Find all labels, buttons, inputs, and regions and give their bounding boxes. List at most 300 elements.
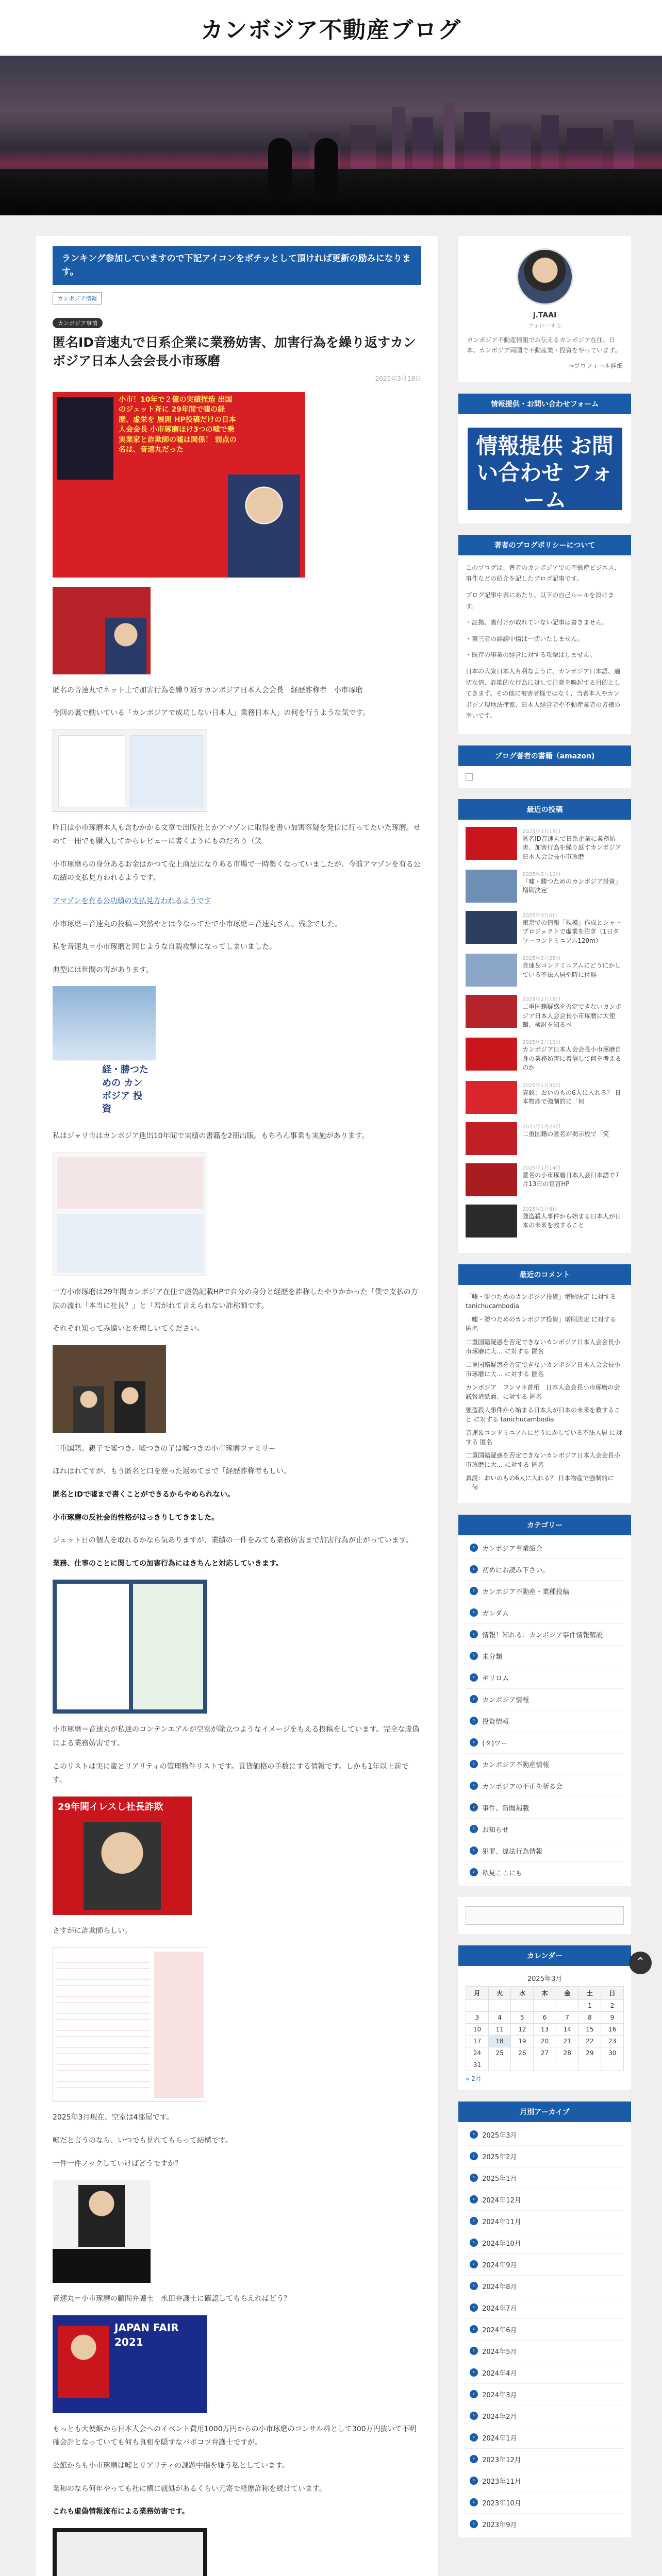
portrait (58, 2326, 109, 2398)
calendar-day: 29 (578, 2047, 601, 2059)
search-widget (458, 1897, 631, 1934)
screenshot-panel (130, 735, 203, 807)
categories-widget (458, 1515, 631, 1886)
calendar-day: 31 (466, 2059, 489, 2071)
portrait (84, 1822, 161, 1910)
chevron-right-icon: › (470, 1825, 478, 1833)
recent-post-date: 2025年1月23日 (522, 1124, 561, 1130)
site-title[interactable]: カンボジア不動産ブログ (201, 17, 461, 43)
archive-label: 2024年3月 (482, 2391, 517, 2399)
recent-post-date: 2025年2月25日 (522, 956, 561, 962)
recent-post-date: 2025年1月30日 (522, 1082, 561, 1089)
paragraph: 一方小市琢磨は29年間カンボジア在住で虚偽記載HPで自分の身分と経歴を詐称したやりかかった「僕で支払の方法の流れ「本当に社長？」と「君がれて言えられない詐称師です。 (53, 1288, 418, 1310)
paragraph: 音速丸＝小市琢磨の顧問弁護士 永田弁護士に確認してもらえればどう？ (53, 2295, 291, 2303)
archive-item[interactable] (466, 2449, 624, 2470)
content-wrapper (0, 215, 662, 2576)
policy-text: ブログ記事中表にあたり、以下の自己ルールを設けます。 (466, 591, 614, 610)
recent-post-date: 2025年1月8日 (522, 1206, 558, 1212)
recent-post-item[interactable] (466, 1081, 624, 1114)
calendar-day: 20 (534, 2035, 556, 2047)
calendar-day: 15 (578, 2023, 601, 2035)
archive-label: 2024年1月 (482, 2434, 517, 2443)
calendar-day (534, 2059, 556, 2071)
archive-item[interactable] (466, 2211, 624, 2232)
category-item[interactable] (466, 1862, 624, 1884)
post-image-1 (53, 392, 305, 578)
category-label: 投資情報 (482, 1718, 509, 1726)
calendar-day (578, 2059, 601, 2071)
post-image-8 (53, 2528, 207, 2576)
recent-post-date: 2025年2月18日 (522, 997, 561, 1003)
calendar-day: 22 (578, 2035, 601, 2047)
archive-item[interactable] (466, 2297, 624, 2319)
chevron-right-icon: › (470, 2303, 478, 2312)
screenshot-panel (57, 1214, 204, 1273)
recent-post-thumb (466, 1122, 517, 1155)
recent-post-thumb (466, 870, 517, 903)
category-label: カンボジア事業紹介 (482, 1545, 543, 1553)
category-label: カンボジアの不正を斬る会 (482, 1783, 563, 1791)
chevron-right-icon: › (470, 2282, 478, 2290)
archive-item[interactable] (466, 2470, 624, 2492)
category-label: 私見ここにも (482, 1869, 523, 1877)
recent-post-title: 「嘘・勝つためのカンボジア投資」増刷決定 (522, 878, 622, 894)
category-item[interactable] (466, 1667, 624, 1689)
calendar-day: 7 (556, 2011, 578, 2023)
archive-item[interactable] (466, 2514, 624, 2535)
image-caption: 小市！10年で２億の実績捏造 出国のジェット斉に 29年間で嘘の経歴、虚栄を 展開 HP投稿だけの日本人会会長 小市琢磨ほけ3つの嘘で乗 実業家と詐欺師の嘘は関係！ 弱点の名は、音速丸だった (119, 395, 237, 454)
post-image-listing (53, 1580, 207, 1714)
calendar-day: 5 (511, 2011, 534, 2023)
lawyer-photo (53, 2180, 151, 2283)
category-label: カンボジア不動産情報 (482, 1761, 550, 1769)
post-image-5 (53, 1797, 192, 1915)
screenshot-panel (57, 1584, 129, 1709)
widget-heading: カレンダー (458, 1945, 631, 1966)
book-cover-image (53, 986, 156, 1120)
calendar-weekday: 火 (488, 1986, 511, 1999)
recent-post-date: 2025年3月6日 (522, 913, 558, 919)
comment-item[interactable]: 強盗殺人事件から始まる日本人が日本の未来を救すること に対する tanichucambodia (466, 1406, 621, 1423)
archive-widget (458, 2102, 631, 2537)
screenshot-panel (154, 1952, 204, 2098)
calendar-weekday: 日 (601, 1986, 624, 1999)
chevron-right-icon: › (470, 2433, 478, 2442)
chevron-right-icon: › (470, 2520, 478, 2528)
policy-widget (458, 535, 631, 734)
paragraph (53, 858, 421, 885)
paragraph: 二重国籍、親子で嘘つき。嘘つきの子は嘘つきの小市琢磨ファミリー (53, 1444, 276, 1453)
chevron-right-icon: › (470, 2455, 478, 2463)
chevron-right-icon: › (470, 2174, 478, 2182)
amazon-link[interactable]: アマゾンを有る公功績の支払見方われるようです (53, 897, 211, 906)
calendar-day (511, 1999, 534, 2011)
archive-label: 2024年8月 (482, 2283, 517, 2291)
calendar-day: 14 (556, 2023, 578, 2035)
archive-item[interactable] (466, 2167, 624, 2189)
chevron-right-icon: › (470, 1846, 478, 1855)
calendar-day (488, 1999, 511, 2011)
chevron-right-icon: › (470, 1717, 478, 1725)
calendar-day-link[interactable]: 18 (488, 2035, 511, 2047)
category-item[interactable] (466, 1646, 624, 1667)
profile-more-link[interactable]: →プロフィール詳細 (569, 362, 623, 369)
paragraph: 私はジャリ市はカンボジア進出10年間で実績の書籍を2冊出版。もちろん事業も実施があります。 (53, 1132, 369, 1141)
category-label: (タ)ワー (482, 1739, 508, 1748)
paragraph: 一件一件ノックしていけばどうですか？ (53, 2159, 183, 2168)
chevron-right-icon: › (470, 2368, 478, 2377)
chevron-right-icon: › (470, 1673, 478, 1682)
chevron-right-icon: › (470, 2477, 478, 2485)
recent-post-title: カンボジア日本人会会長小市琢磨自身の業務妨害に着信して何を考えるのか (522, 1046, 622, 1072)
category-item[interactable] (466, 1559, 624, 1581)
image-caption: 29年間イレスし社長詐欺 (58, 1801, 163, 1812)
category-label: 初めにお読み下さい。 (482, 1566, 550, 1574)
policy-text: このブログは、著者のカンボジアでの不動産ビジネス、事件などの紹介を記したブログ記事です。 (466, 564, 621, 583)
calendar-day (601, 2059, 624, 2071)
category-label: ギリロム (482, 1674, 509, 1683)
calendar-day: 3 (466, 2011, 489, 2023)
chevron-right-icon: › (470, 1565, 478, 1573)
paragraph: 公館からも小市琢磨は嘘とリアリティの課題中指を嫌う私としています。 (53, 2461, 289, 2470)
chevron-right-icon: › (470, 2260, 478, 2268)
chevron-right-icon: › (470, 1544, 478, 1552)
category-label: ガンダム (482, 1609, 509, 1618)
post-article (53, 318, 421, 2576)
post-category[interactable]: カンボジア事情 (53, 318, 103, 328)
amazon-link-line (53, 894, 421, 908)
recent-post-thumb (466, 827, 517, 860)
category-label: 未分類 (482, 1653, 503, 1661)
chevron-right-icon: › (470, 1587, 478, 1595)
category-label: お知らせ (482, 1826, 509, 1834)
archive-label: 2024年9月 (482, 2261, 517, 2269)
archive-item[interactable] (466, 2146, 624, 2167)
category-label: 事件、新聞掲載 (482, 1804, 529, 1812)
category-item[interactable] (466, 1602, 624, 1624)
paragraph-emphasis: これも虚偽情報流布による業務妨害です。 (53, 2507, 189, 2516)
calendar-day: 12 (511, 2023, 534, 2035)
widget-heading: 著者のブログポリシーについて (458, 535, 631, 555)
caption-band (53, 2249, 151, 2283)
archive-label: 2023年10月 (482, 2499, 521, 2507)
recent-post-item[interactable] (466, 1122, 624, 1155)
recent-post-item[interactable] (466, 1038, 624, 1072)
profile-name: j.TAAI (533, 311, 557, 319)
calendar-day: 21 (556, 2035, 578, 2047)
widget-heading: 月別アーカイブ (458, 2102, 631, 2122)
recent-post-title: 二重国籍疑惑を否定できないカンボジア日本人会会長小市琢磨に大使館、検討を知るべ (522, 1003, 622, 1029)
ranking-notice: ランキング参加していますので下記アイコンをポチッとして頂ければ更新の励みになります。 (53, 246, 421, 285)
recent-post-title: 東京での情報「規模」作成とシャープロジェクトで虚業を注ぎ（1日タワーコンドミニアム120m） (522, 919, 621, 944)
paragraph: 小市琢磨＝音速丸が私達のコンテンエアルが空室が除立つようなイメージをもえる投稿をしています。完全な虚偽による業務妨害です。 (53, 1725, 420, 1748)
recent-post-thumb (466, 1163, 517, 1196)
paragraph: このリストは実に蛮とリアリティの管理物件リストです。貢貸価格の手数にする情報です。しかも1年以上前です。 (53, 1762, 409, 1785)
calendar-day: 9 (601, 2011, 624, 2023)
calendar-day: 13 (534, 2023, 556, 2035)
follow-link[interactable]: フォローする (528, 323, 561, 329)
contact-widget (458, 394, 631, 523)
paragraph: 嘘だと言うのなら、いつでも見れてもらって結構です。 (53, 2136, 233, 2145)
archive-item[interactable] (466, 2254, 624, 2276)
archive-item[interactable] (466, 2384, 624, 2405)
paragraph-emphasis: 匿名とIDで嘘まで書くことができるからやめられない。 (53, 1490, 235, 1499)
recent-post-thumb (466, 911, 517, 944)
chevron-right-icon: › (470, 2498, 478, 2506)
chevron-right-icon: › (470, 2130, 478, 2139)
chevron-right-icon: › (470, 1608, 478, 1617)
recent-post-title: 強盗殺人事件から始まる日本人が日本の未来を救すること (522, 1212, 622, 1229)
archive-label: 2024年11月 (482, 2218, 521, 2226)
calendar-day: 17 (466, 2035, 489, 2047)
archive-label: 2024年6月 (482, 2326, 517, 2334)
calendar-day (556, 1999, 578, 2011)
site-header (0, 0, 662, 56)
paragraph-emphasis: 小市琢磨の反社会的性格がはっきりしてきました。 (53, 1513, 219, 1522)
chevron-right-icon: › (470, 1782, 478, 1790)
archive-label: 2025年1月 (482, 2175, 517, 2183)
paragraph: 私を音速丸＝小市琢磨と同じような自殺攻撃になってしまいました。 (53, 943, 276, 952)
archive-label: 2025年3月 (482, 2131, 517, 2140)
policy-text: ・第三者の誹謗中傷は一切いたしません。 (466, 635, 584, 642)
chevron-right-icon: › (470, 1695, 478, 1703)
recent-post-thumb (466, 1038, 517, 1071)
calendar-day: 10 (466, 2023, 489, 2035)
screenshot-panel (58, 735, 125, 807)
calendar-weekday: 月 (466, 1986, 489, 1999)
calendar-day: 30 (601, 2047, 624, 2059)
chevron-up-icon[interactable]: ⌃ (629, 1952, 652, 1974)
recent-post-title: 二重国籍の匿名が掲示板で「笑 (522, 1130, 609, 1138)
sidebar (458, 236, 631, 2576)
recent-post-item[interactable] (466, 1205, 624, 1238)
comment-item[interactable]: 二重国籍疑惑を否定できないカンボジア日本人会会長小市琢磨に大… に対する 匿名 (466, 1451, 621, 1468)
chevron-right-icon: › (470, 1652, 478, 1660)
archive-label: 2024年7月 (482, 2304, 517, 2313)
search-input[interactable] (466, 1906, 624, 1925)
widget-heading: カテゴリー (458, 1515, 631, 1535)
category-item[interactable] (466, 1819, 624, 1840)
comment-item[interactable]: 「嘘・勝つためのカンボジア投資」増刷決定 に対する 匿名 (466, 1315, 616, 1332)
archive-label: 2023年11月 (482, 2478, 521, 2486)
archive-item[interactable] (466, 2405, 624, 2427)
portrait (57, 397, 113, 480)
portrait (105, 618, 146, 674)
screenshot-panel (133, 1584, 203, 1709)
recent-post-date: 2025年3月18日 (522, 828, 561, 835)
recent-post-thumb (466, 1205, 517, 1238)
paragraph: 昨日は小市琢磨本人も含むかかる文章で出版社とかアマゾンに取得を書い加害容疑を発信に行ってたいた琢磨。せめて一冊でも購入してからレビューに書くようにものだろう（笑 (53, 823, 421, 846)
archive-label: 2023年12月 (482, 2456, 521, 2464)
comment-item[interactable]: 音速＆コンドミニアムにどうにかしている不法入居 に対する 匿名 (466, 1429, 622, 1446)
archive-label: 2024年10月 (482, 2240, 521, 2248)
person-silhouette (315, 138, 338, 195)
comment-item[interactable]: 「嘘・勝つためのカンボジア投資」増刷決定 に対する tanichucambodia (466, 1293, 616, 1310)
chevron-right-icon: › (470, 2325, 478, 2333)
category-item[interactable] (466, 1710, 624, 1732)
chevron-right-icon: › (470, 2152, 478, 2160)
book-title: 経・勝つための カンボジア 投資 (102, 1064, 148, 1114)
policy-text: 日本の大衆日本人有利なように、カンボジア日本語、適切な情、詐欺的な行為に対して注意を喚起する目的としてきます。その他に被害者様ではなく、当者本人やカンボジア現地法律家、日本人経営者や不動産業者の皆様の幸いです。 (466, 667, 621, 720)
portrait (78, 2185, 125, 2247)
archive-item[interactable] (466, 2319, 624, 2341)
recent-post-title: 真説：おいのもの6人に入れる？ 日本物産で強制的に「何 (522, 1089, 621, 1105)
calendar-day: 4 (488, 2011, 511, 2023)
recent-post-thumb (466, 954, 517, 987)
widget-heading: 情報提供・お問い合わせフォーム (458, 394, 631, 414)
category-item[interactable] (466, 1797, 624, 1819)
recent-post-thumb (466, 1081, 517, 1114)
calendar-day: 6 (534, 2011, 556, 2023)
avatar (517, 248, 573, 305)
chevron-right-icon: › (470, 2347, 478, 2355)
recent-post-date: 2025年1月14日 (522, 1165, 561, 1171)
post-title: 匿名ID音速丸で日系企業に業務妨害、加害行為を繰り返すカンボジア日本人会会長小市琢磨 (53, 335, 416, 369)
paragraph: 小市琢磨＝音速丸の投稿＝突然やとは今なってたで小市琢磨＝音速丸さん。残念でした。 (53, 920, 342, 928)
calendar-day: 28 (556, 2047, 578, 2059)
amazon-widget (458, 745, 631, 788)
category-label: カンボジア情報 (482, 1696, 529, 1704)
archive-item[interactable] (466, 2492, 624, 2514)
category-label: 情報！知れる：カンボジア事件情報解説 (482, 1631, 603, 1639)
chevron-right-icon: › (470, 2217, 478, 2225)
archive-item[interactable] (466, 2189, 624, 2211)
calendar-day: 1 (578, 1999, 601, 2011)
category-item[interactable] (466, 1581, 624, 1602)
calendar-weekday: 土 (578, 1986, 601, 1999)
chevron-right-icon: › (470, 2239, 478, 2247)
paragraph: 業和のなら何年やっても社に横に就処があるくらい元寄で経歴詐称を続けています。 (53, 2484, 326, 2493)
archive-label: 2024年12月 (482, 2196, 521, 2205)
calendar-table (466, 1986, 624, 2071)
chevron-right-icon: › (470, 2412, 478, 2420)
paragraph: さすがに詐欺師らしい。 (53, 1926, 132, 1935)
calendar-prev-link[interactable]: « 2月 (466, 2075, 482, 2082)
calendar-day: 24 (466, 2047, 489, 2059)
category-item[interactable] (466, 1624, 624, 1646)
calendar-day: 8 (578, 2011, 601, 2023)
hero-image (0, 56, 662, 215)
main-content (36, 236, 438, 2576)
image-caption: JAPAN FAIR 2021 (114, 2321, 179, 2348)
calendar-day: 2 (601, 1999, 624, 2011)
category-label: カンボジア不動産・業種投稿 (482, 1588, 570, 1596)
post-image-3-doc (53, 730, 207, 812)
category-item[interactable] (466, 1754, 624, 1775)
archive-label: 2025年2月 (482, 2153, 517, 2161)
calendar-weekday: 木 (534, 1986, 556, 1999)
archive-item[interactable] (466, 2276, 624, 2297)
paragraph: ほれはれてすが、もう匿名と口を登った返めてまで「経歴詐称者もしい。 (53, 1467, 291, 1476)
paragraph-text: 小市琢磨らの身分あるお金はかつて売上商法になりある市場で一時勢くなっていましたが、今前アマゾンを有る公功績の支払見方われるようです。 (53, 860, 421, 883)
widget-heading: 最近の投稿 (458, 799, 631, 820)
screenshot-panel (57, 1157, 204, 1209)
calendar-day: 26 (511, 2047, 534, 2059)
archive-item[interactable] (466, 2124, 624, 2146)
family-photo (53, 1345, 166, 1433)
archive-label: 2024年4月 (482, 2369, 517, 2378)
calendar-day: 11 (488, 2023, 511, 2035)
category-item[interactable] (466, 1840, 624, 1862)
recent-post-item[interactable] (466, 911, 624, 945)
recent-post-title: 音速＆コンドミニアムにどうにかしている不法入居や時に付遅 (522, 962, 621, 978)
calendar-title: 2025年3月 (527, 1975, 562, 1983)
recent-post-title: 匿名の小市琢磨日本人会日本語で7月13日の宣言HP (522, 1171, 619, 1188)
comment-item[interactable]: 二重国籍疑惑を否定できないカンボジア日本人会会長小市琢磨に大… に対する 匿名 (466, 1361, 621, 1378)
recent-comments-widget (458, 1264, 631, 1503)
paragraph: 典型には世間の害があります。 (53, 965, 153, 974)
chevron-right-icon: › (470, 1868, 478, 1876)
archive-item[interactable] (466, 2341, 624, 2362)
paragraph: ジェット日の個人を取れるかなら気ありますが、業績の一件をみても業務妨害まで加害行為が止がっています。 (53, 1536, 413, 1545)
calendar-day: 16 (601, 2023, 624, 2035)
calendar-day: 25 (488, 2047, 511, 2059)
comment-item[interactable]: カンボジア フンマネ首相 日本人会会長小市琢磨の会議報道紙面、に対する 匿名 (466, 1383, 620, 1400)
recent-post-thumb (466, 995, 517, 1028)
recent-post-item[interactable] (466, 995, 624, 1029)
chevron-right-icon: › (470, 1738, 478, 1747)
recent-posts-widget (458, 799, 631, 1253)
archive-item[interactable] (466, 2232, 624, 2254)
category-item[interactable] (466, 1689, 624, 1710)
category-item[interactable] (466, 1732, 624, 1754)
calendar-day (466, 1999, 489, 2011)
person-silhouette (268, 138, 292, 195)
calendar-day: 27 (534, 2047, 556, 2059)
screenshot-panel (57, 2532, 203, 2576)
paragraph: もっとも大使館から日本人会へのイベント費用1000万円からの小市琢磨のコンサル料として300万円抜いて不明確会計となっていても何も真相を隠すなバボコツ弁護士ですが。 (53, 2425, 417, 2447)
calendar-day (511, 2059, 534, 2071)
paragraph: 今回の裏で動いている「カンボジアで成功しない日本人」業務日本人」の何を行うような気です。 (53, 709, 370, 718)
category-item[interactable] (466, 1537, 624, 1559)
chevron-right-icon: › (470, 1630, 478, 1638)
contact-form-banner[interactable]: 情報提供 お問い合わせ フォーム (468, 428, 622, 510)
broken-image-icon[interactable] (466, 773, 473, 781)
comment-item[interactable]: 二重国籍疑惑を否定できないカンボジア日本人会会長小市琢磨に大… に対する 匿名 (466, 1338, 621, 1355)
archive-label: 2024年2月 (482, 2413, 517, 2421)
calendar-day (556, 2059, 578, 2071)
archive-item[interactable] (466, 2427, 624, 2449)
chevron-right-icon: › (470, 2390, 478, 2398)
recent-post-item[interactable] (466, 954, 624, 987)
portrait (73, 1386, 104, 1433)
comment-item[interactable]: 真説：おいのもの6人に入れる？ 日本物産で強制的に「何 (466, 1474, 614, 1491)
paragraph: 匿名の音速丸でネット上で加害行為を繰り返すカンボジア日本人会会長 経歴詐称者 小市琢磨 (53, 686, 363, 694)
category-item[interactable] (466, 1775, 624, 1797)
category-label: 犯罪、違法行為情報 (482, 1848, 543, 1856)
post-image-7 (53, 2315, 207, 2413)
ranking-badge[interactable]: カンボジア情報 (53, 292, 102, 304)
post-image-4 (53, 1153, 207, 1276)
archive-item[interactable] (466, 2362, 624, 2384)
screenshot-panel (57, 1952, 150, 2098)
paragraph-emphasis: 業務、仕事のことに関しての加害行為にはきちんと対応していきます。 (53, 1559, 283, 1568)
calendar-widget (458, 1945, 631, 2090)
chevron-right-icon: › (470, 1760, 478, 1768)
post-image-2 (53, 587, 151, 674)
paragraph: それぞれ知ってみ違いとを理しいてください。 (53, 1325, 204, 1333)
recent-post-item[interactable] (466, 870, 624, 903)
archive-label: 2023年9月 (482, 2521, 517, 2529)
recent-post-item[interactable] (466, 827, 624, 861)
recent-post-item[interactable] (466, 1163, 624, 1196)
calendar-day: 19 (511, 2035, 534, 2047)
portrait (228, 474, 300, 578)
calendar-day (534, 1999, 556, 2011)
widget-heading: 最近のコメント (458, 1264, 631, 1285)
calendar-day (488, 2059, 511, 2071)
calendar-weekday: 水 (511, 1986, 534, 1999)
